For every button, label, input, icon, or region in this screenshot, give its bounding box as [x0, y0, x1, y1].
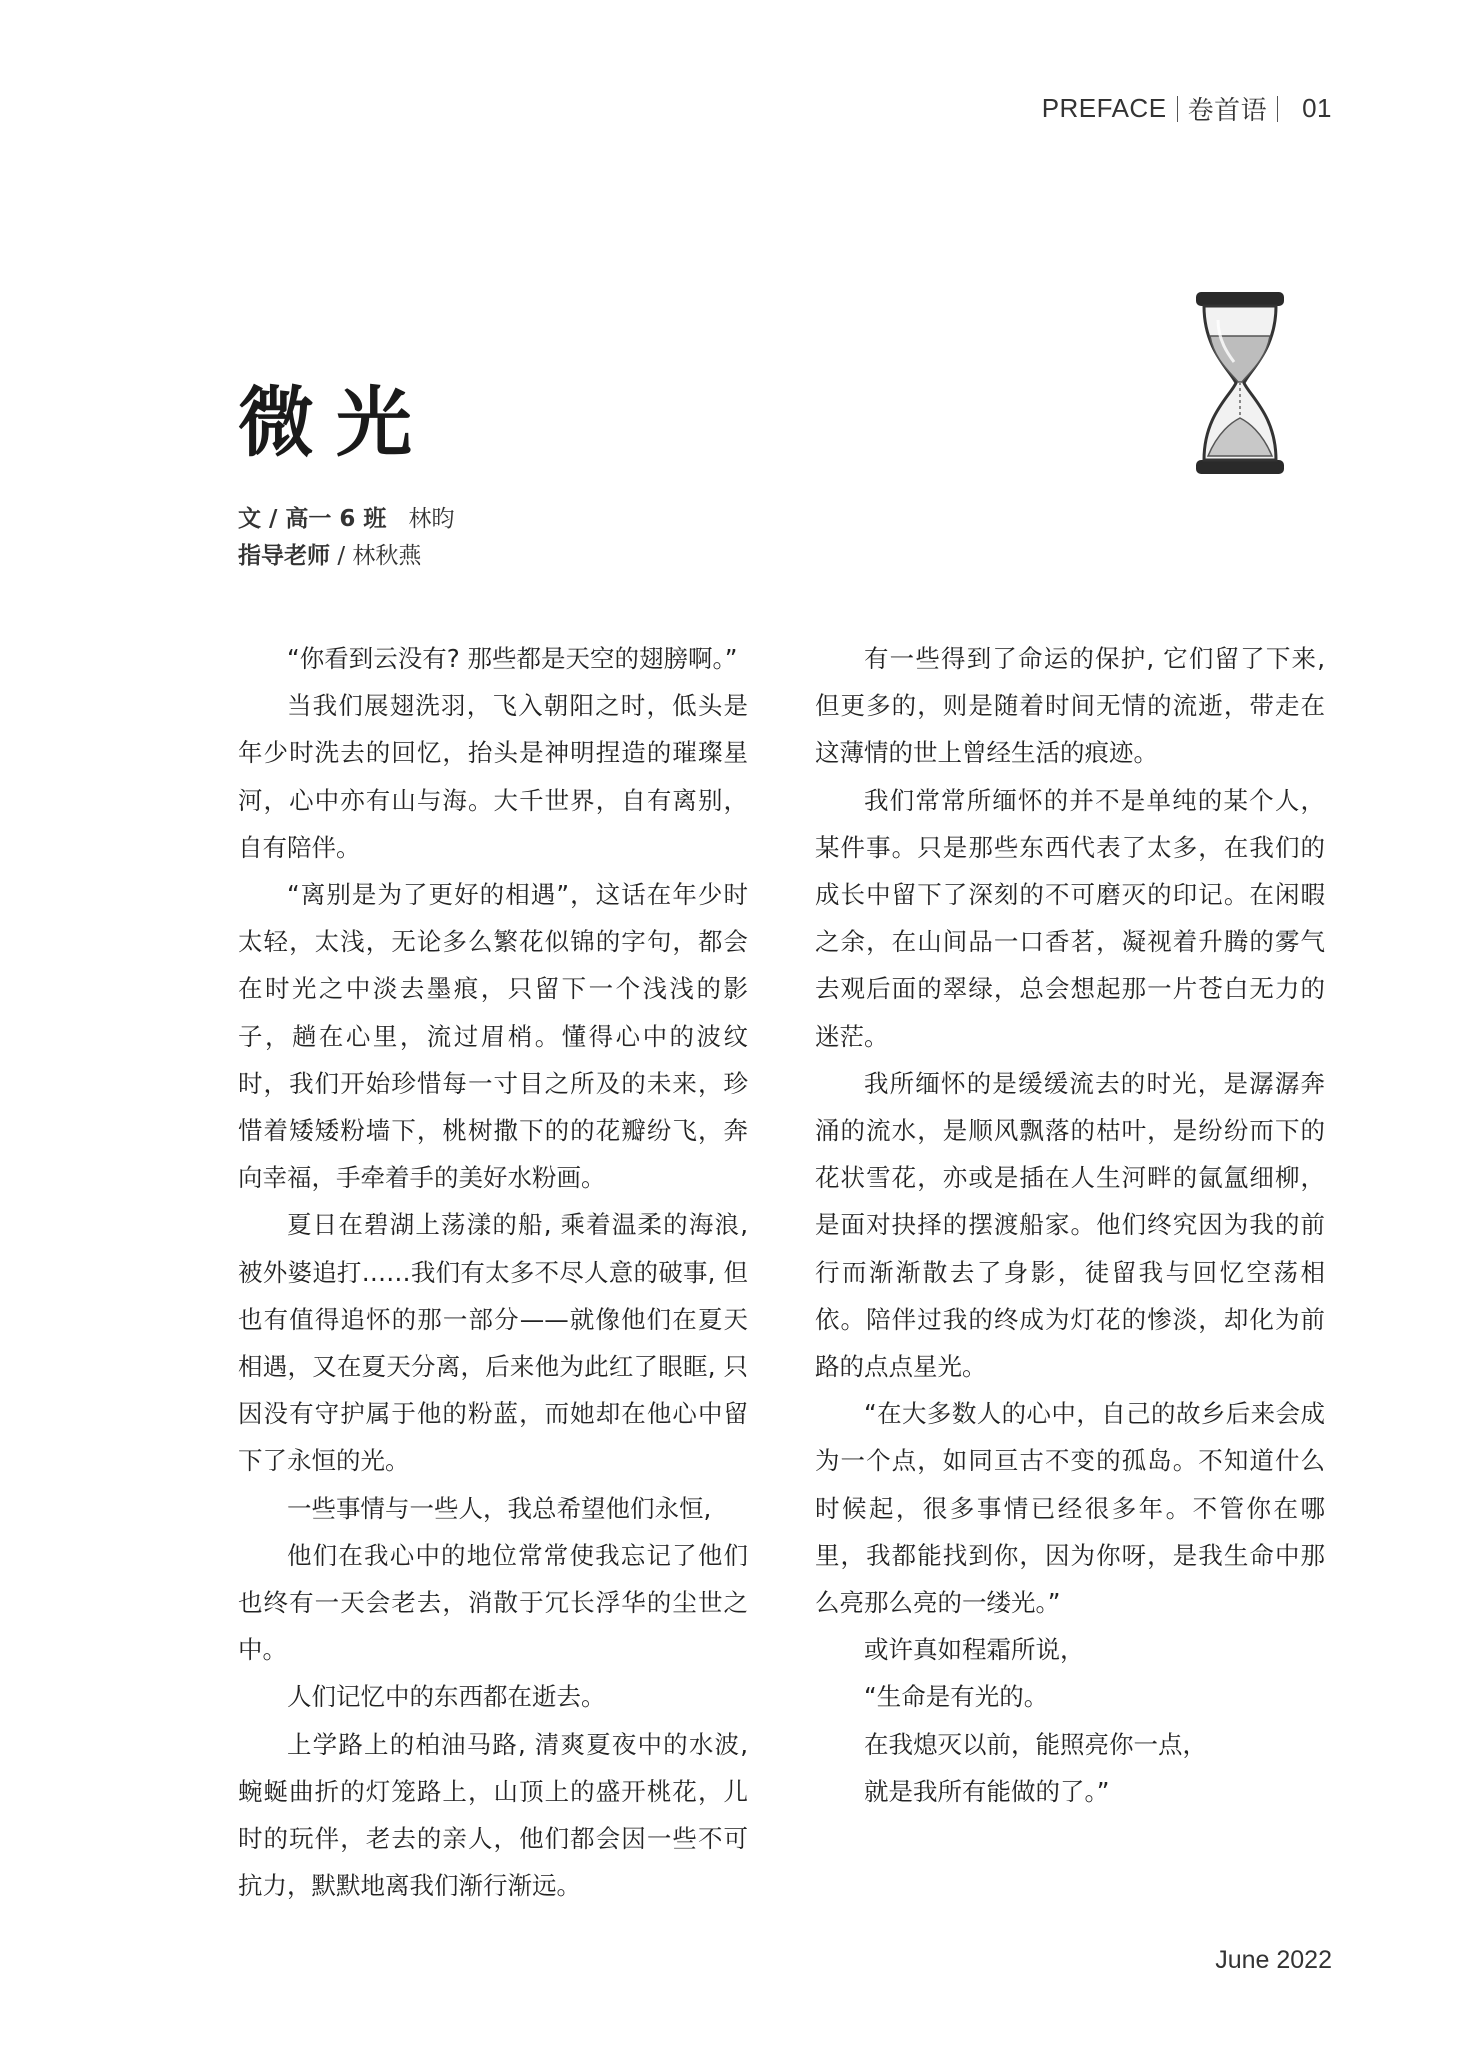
section-label-en: PREFACE — [1041, 93, 1167, 123]
page-header — [1042, 90, 1332, 127]
author-class-label: 文 / 高一 6 班 — [238, 506, 387, 532]
paragraph: “生命是有光的。 — [864, 1682, 1049, 1712]
author-byline — [238, 505, 454, 535]
paragraph: 一些事情与一些人，我总希望他们永恒, — [287, 1493, 712, 1523]
paragraph: 夏日在碧湖上荡漾的船, 乘着温柔的海浪, 被外婆追打……我们有太多不尽人意的破事, 但也有值得追怀的那一部分——就像他们在夏天相遇，又在夏天分离，后来他为此红了眼眶, 只因没有守护属于他的粉蓝，而她却在他心中留下了永恒的光。 — [238, 1210, 748, 1476]
article-title: 微光 — [238, 378, 434, 467]
paragraph: “你看到云没有? 那些都是天空的翅膀啊。” — [287, 644, 738, 673]
paragraph: 或许真如程霜所说， — [864, 1635, 1085, 1665]
paragraph: “在大多数人的心中，自己的故乡后来会成为一个点，如同亘古不变的孤岛。不知道什么时候起，很多事情已经很多年。不管你在哪里，我都能找到你，因为你呀，是我生命中那么亮那么亮的一缕光。” — [815, 1399, 1325, 1618]
section-label-cn: 卷首语 — [1187, 95, 1268, 125]
advisor-label: 指导老师 — [238, 543, 330, 569]
paragraph: 我所缅怀的是缓缓流去的时光，是潺潺奔涌的流水，是顺风飘落的枯叶，是纷纷而下的花状雪花，亦或是插在人生河畔的氤氲细柳，是面对抉择的摆渡船家。他们终究因为我的前行而渐渐散去了身影，徒留我与回忆空荡相依。陪伴过我的终成为灯花的惨淡，却化为前路的点点星光。 — [815, 1068, 1325, 1382]
paragraph: 就是我所有能做的了。” — [864, 1776, 1110, 1806]
right-column — [815, 635, 1325, 1815]
header-divider — [1177, 96, 1178, 122]
paragraph: 我们常常所缅怀的并不是单纯的某个人，某件事。只是那些东西代表了太多，在我们的成长中留下了深刻的不可磨灭的印记。在闲暇之余，在山间品一口香茗，凝视着升腾的雾气去观后面的翠绿，总会想起那一片苍白无力的迷茫。 — [815, 785, 1325, 1051]
paragraph: 在我熄灭以前，能照亮你一点， — [864, 1729, 1207, 1759]
hourglass-icon — [1188, 290, 1292, 476]
left-column — [238, 635, 748, 1909]
advisor-byline — [238, 542, 421, 572]
paragraph: 上学路上的柏油马路, 清爽夏夜中的水波, 蜿蜒曲折的灯笼路上，山顶上的盛开桃花，儿时的玩伴，老去的亲人，他们都会因一些不可抗力，默默地离我们渐行渐远。 — [238, 1729, 748, 1901]
paragraph: 人们记忆中的东西都在逝去。 — [287, 1682, 606, 1712]
author-name: 林昀 — [408, 506, 455, 532]
paragraph: 他们在我心中的地位常常使我忘记了他们也终有一天会老去，消散于冗长浮华的尘世之中。 — [238, 1540, 748, 1665]
paragraph: 当我们展翅洗羽，飞入朝阳之时，低头是年少时洗去的回忆，抬头是神明捏造的璀璨星河，心中亦有山与海。大千世界，自有离别，自有陪伴。 — [238, 691, 748, 862]
advisor-name: / 林秋燕 — [337, 543, 422, 569]
footer-date: June 2022 — [1215, 1946, 1332, 1974]
paragraph: 有一些得到了命运的保护, 它们留了下来, 但更多的，则是随着时间无情的流逝，带走在这薄情的世上曾经生活的痕迹。 — [815, 644, 1325, 768]
page-number: 01 — [1302, 93, 1332, 123]
paragraph: “离别是为了更好的相遇”，这话在年少时太轻，太浅，无论多么繁花似锦的字句，都会在时光之中淡去墨痕，只留下一个浅浅的影子，趟在心里，流过眉梢。懂得心中的波纹时，我们开始珍惜每一寸目之所及的未来，珍惜着矮矮粉墙下，桃树撒下的的花瓣纷飞，奔向幸福，手牵着手的美好水粉画。 — [238, 880, 748, 1193]
header-divider — [1277, 96, 1278, 122]
